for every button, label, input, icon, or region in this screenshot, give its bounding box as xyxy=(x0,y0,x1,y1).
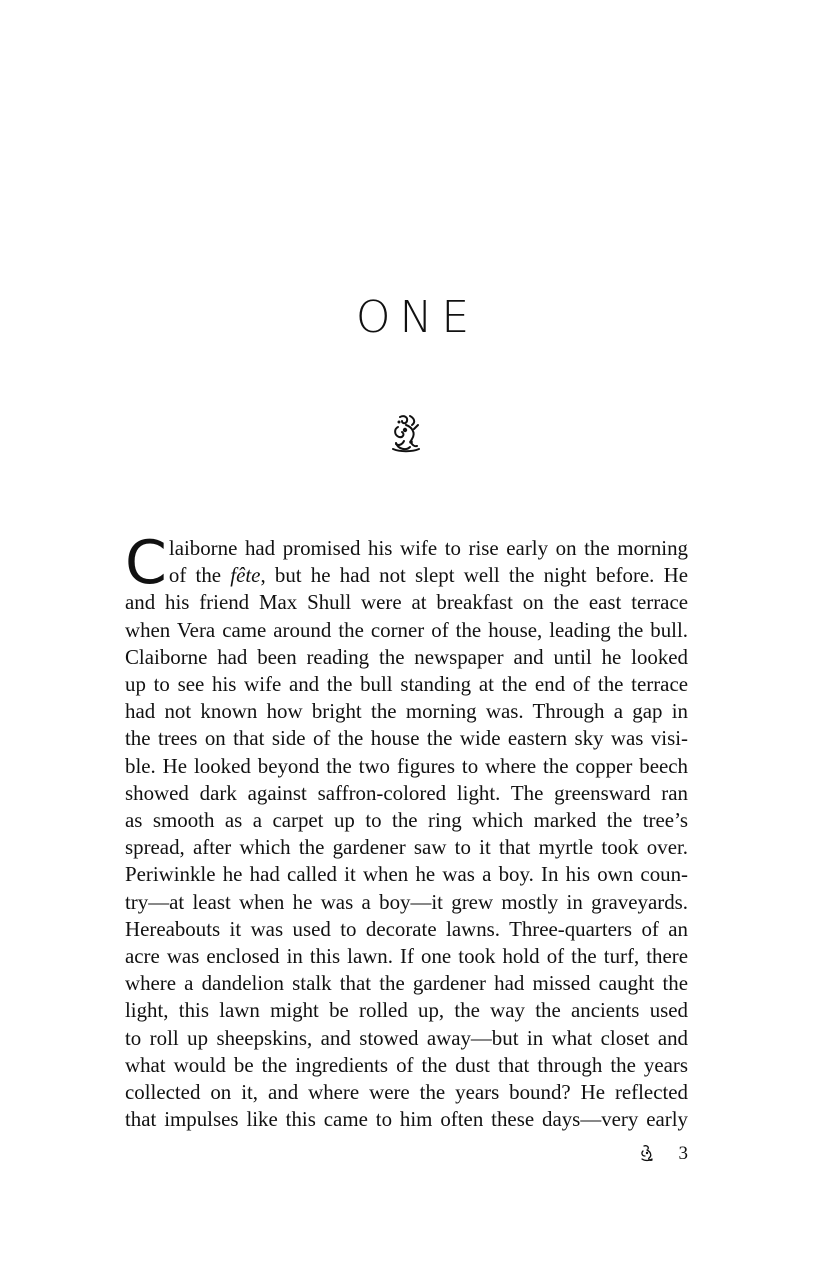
text-line: to roll up sheepskins, and stowed away—but in what closet and xyxy=(125,1025,688,1050)
text-line: showed dark against saffron-colored light. The greensward ran xyxy=(125,780,688,805)
page-footer xyxy=(640,1142,688,1166)
emphasis-fete: fête xyxy=(230,563,261,588)
fleuron-ornament-icon xyxy=(390,413,422,453)
text-line: the trees on that side of the house the wide eastern sky was visi- xyxy=(125,726,688,751)
text-line: where a dandelion stalk that the gardener had missed caught the xyxy=(125,971,688,996)
chapter-body-text xyxy=(125,528,688,1133)
text-line: as smooth as a carpet up to the ring which marked the tree’s xyxy=(125,808,688,833)
text-line: try—at least when he was a boy—it grew mostly in graveyards. xyxy=(125,889,688,914)
text-line: what would be the ingredients of the dust that through the years xyxy=(125,1052,688,1077)
text-line: spread, after which the gardener saw to it that myrtle took over. xyxy=(125,835,688,860)
text-line: Periwinkle he had called it when he was a boy. In his own coun- xyxy=(125,862,688,887)
text-line: laiborne had promised his wife to rise early on the morning xyxy=(168,536,688,560)
chapter-title: ONE xyxy=(355,292,479,343)
text-line: of the fête, but he had not slept well the night before. He xyxy=(168,563,688,588)
text-line: and his friend Max Shull were at breakfast on the east terrace xyxy=(125,590,688,615)
text-line: when Vera came around the corner of the house, leading the bull. xyxy=(125,617,688,642)
text-line: that impulses like this came to him often these days—very early xyxy=(125,1107,688,1132)
text-line: light, this lawn might be rolled up, the way the ancients used xyxy=(125,998,688,1023)
small-fleuron-icon xyxy=(640,1144,654,1162)
page-number: 3 xyxy=(678,1143,688,1164)
text-line: Hereabouts it was used to decorate lawns. Three-quarters of an xyxy=(125,916,688,941)
text-line: ble. He looked beyond the two figures to where the copper beech xyxy=(125,753,688,778)
text-line: acre was enclosed in this lawn. If one took hold of the turf, there xyxy=(125,944,688,969)
text-line: Claiborne had been reading the newspaper and until he looked xyxy=(125,644,688,669)
text-line: collected on it, and where were the years bound? He reflected xyxy=(125,1080,688,1105)
text-line: up to see his wife and the bull standing at the end of the terrace xyxy=(125,672,688,697)
text-line: had not known how bright the morning was. Through a gap in xyxy=(125,699,688,724)
drop-cap: C xyxy=(125,528,167,598)
